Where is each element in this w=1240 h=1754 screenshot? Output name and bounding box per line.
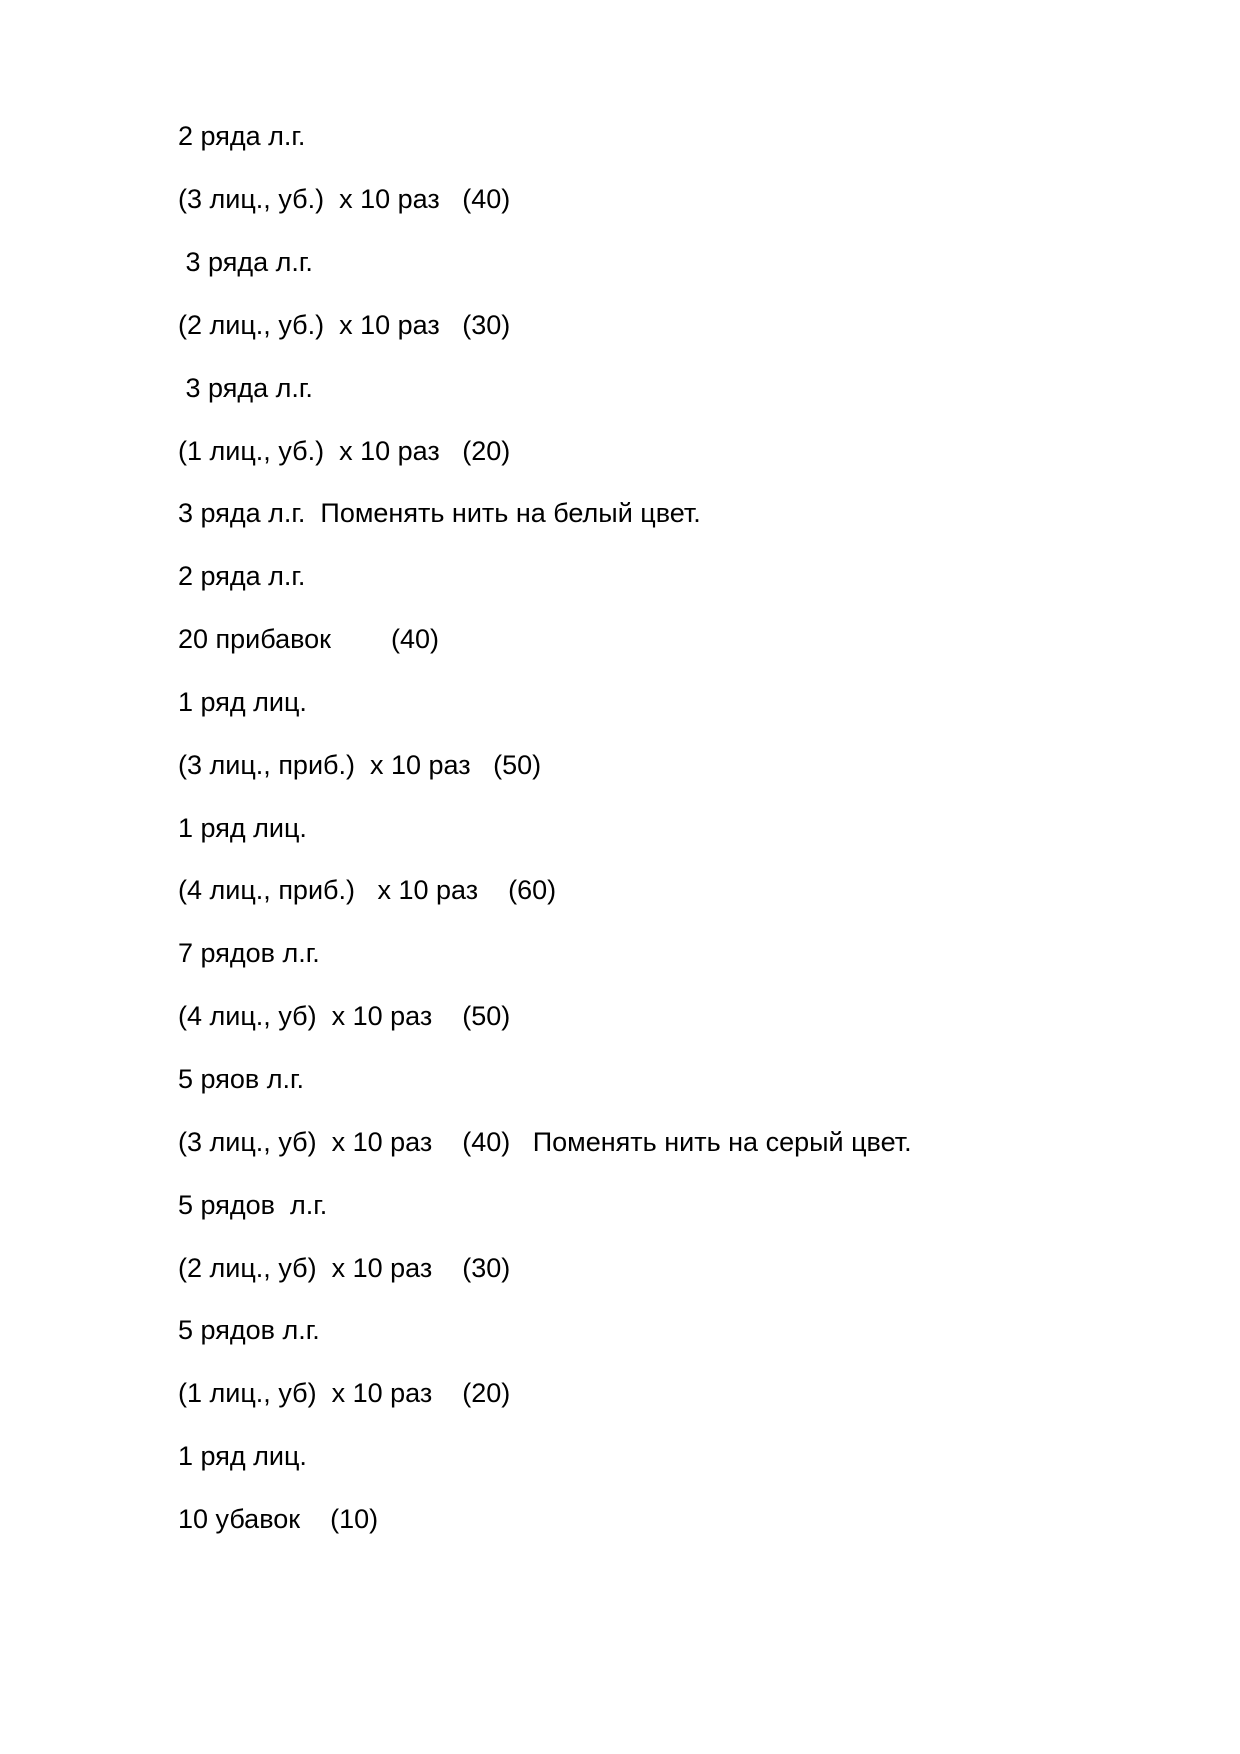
pattern-line: (3 лиц., уб.) х 10 раз (40) — [178, 184, 511, 214]
pattern-line: (1 лиц., уб) х 10 раз (20) — [178, 1378, 511, 1408]
pattern-line: 2 ряда л.г. — [178, 121, 306, 151]
pattern-line: 2 ряда л.г. — [178, 561, 306, 591]
pattern-line: (4 лиц., уб) х 10 раз (50) — [178, 1001, 511, 1031]
pattern-line: 5 ряов л.г. — [178, 1064, 305, 1094]
pattern-line: 1 ряд лиц. — [178, 813, 307, 843]
pattern-line: 3 ряда л.г. — [178, 247, 313, 277]
pattern-line: 7 рядов л.г. — [178, 938, 320, 968]
pattern-line: 3 ряда л.г. — [178, 373, 313, 403]
pattern-line: 5 рядов л.г. — [178, 1315, 320, 1345]
pattern-line: (3 лиц., приб.) х 10 раз (50) — [178, 750, 542, 780]
pattern-line: (1 лиц., уб.) х 10 раз (20) — [178, 436, 511, 466]
pattern-line: 20 прибавок (40) — [178, 624, 440, 654]
pattern-line: 10 убавок (10) — [178, 1504, 379, 1534]
pattern-line: (3 лиц., уб) х 10 раз (40) Поменять нить на серый цвет. — [178, 1127, 912, 1157]
pattern-line: 1 ряд лиц. — [178, 1441, 307, 1471]
pattern-line: (4 лиц., приб.) х 10 раз (60) — [178, 875, 557, 905]
pattern-line: (2 лиц., уб) х 10 раз (30) — [178, 1253, 511, 1283]
pattern-line: 3 ряда л.г. Поменять нить на белый цвет. — [178, 498, 701, 528]
pattern-line: (2 лиц., уб.) х 10 раз (30) — [178, 310, 511, 340]
pattern-line: 1 ряд лиц. — [178, 687, 307, 717]
pattern-line: 5 рядов л.г. — [178, 1190, 328, 1220]
